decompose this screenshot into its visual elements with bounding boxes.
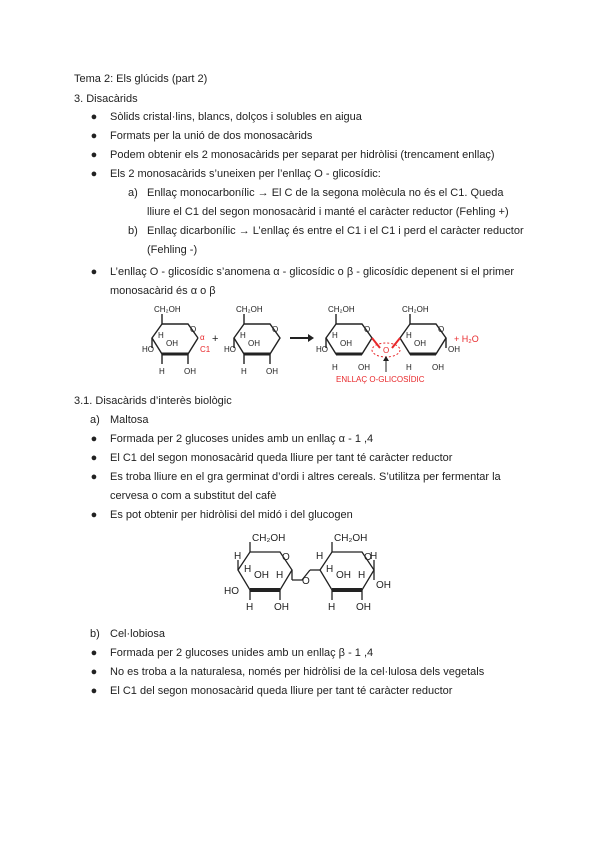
list-item: El C1 del segon monosacàrid queda lliure per tant té caràcter reductor	[110, 685, 453, 697]
list-item: Formada per 2 glucoses unides amb un enllaç β - 1 ,4	[110, 647, 374, 659]
ch2oh-label: CH₂OH	[252, 533, 286, 544]
h-label: H	[316, 551, 324, 562]
plus-sign: +	[212, 333, 219, 345]
h-label: H	[276, 570, 284, 581]
h-label: H	[358, 570, 366, 581]
page-title: Tema 2: Els glúcids (part 2)	[74, 73, 208, 85]
oh-label: OH	[340, 339, 352, 348]
list-item-line: cervesa o com a substitut del cafè	[110, 490, 277, 502]
sublist-label: b)	[90, 628, 100, 640]
h-label: H	[406, 363, 412, 372]
arrow-head-icon	[308, 334, 314, 342]
bullet-icon: ●	[90, 168, 98, 180]
glycosidic-bond-reaction-diagram	[140, 302, 500, 386]
ring-oxygen-label: O	[272, 325, 279, 334]
oh-label: OH	[358, 363, 370, 372]
oh-label: OH	[274, 602, 289, 612]
sublist-item-line: Enllaç monocarbonílic → El C de la segona molècula no és el C1. Queda	[147, 187, 504, 199]
bullet-icon: ●	[90, 149, 98, 161]
list-item: Sòlids cristal·lins, blancs, dolços i solubles en aigua	[110, 111, 362, 123]
oh-label: OH	[266, 367, 278, 376]
bullet-icon: ●	[90, 130, 98, 142]
list-item-line: Es troba lliure en el gra germinat d’ordi i altres cereals. S’utilitza per fermentar la	[110, 471, 501, 483]
disaccharide-name: Cel·lobiosa	[110, 628, 166, 640]
h-label: H	[332, 331, 338, 340]
list-item: No es troba a la naturalesa, només per hidròlisi de la cel·lulosa dels vegetals	[110, 666, 485, 678]
oh-label: OH	[166, 339, 178, 348]
h-label: H	[158, 331, 164, 340]
oh-label: OH	[254, 570, 269, 581]
list-item: Podem obtenir els 2 monosacàrids per separat per hidròlisi (trencament enllaç)	[110, 149, 495, 161]
bridge-oxygen-label: O	[302, 576, 310, 587]
ring-oxygen-label: O	[364, 325, 371, 334]
disaccharide-name: Maltosa	[110, 414, 149, 426]
ho-label: HO	[224, 586, 239, 597]
ch2oh-label: CH₂OH	[334, 533, 368, 544]
h-label: H	[328, 602, 336, 612]
h-label: H	[241, 367, 247, 376]
bridge-oxygen-label: O	[383, 346, 390, 355]
h-label: H	[240, 331, 246, 340]
section-heading: 3.1. Disacàrids d’interès biològic	[74, 395, 232, 407]
sublist-label: a)	[90, 414, 100, 426]
bullet-icon: ●	[90, 433, 98, 445]
h-label: H	[234, 551, 242, 562]
list-item-line: L’enllaç O - glicosídic s’anomena α - glicosídic o β - glicosídic depenent si el primer	[110, 266, 514, 278]
h-label: H	[370, 551, 378, 562]
bullet-icon: ●	[90, 471, 98, 483]
sublist-label: a)	[128, 187, 138, 199]
bullet-icon: ●	[90, 111, 98, 123]
oh-label: OH	[376, 580, 391, 591]
ch2oh-label: CH₂OH	[236, 305, 263, 314]
sublist-item-line: (Fehling -)	[147, 244, 198, 256]
ring-oxygen-label: O	[190, 325, 197, 334]
list-item: Formats per la unió de dos monosacàrids	[110, 130, 313, 142]
oh-label: OH	[356, 602, 371, 612]
h-label: H	[326, 564, 334, 575]
bullet-icon: ●	[90, 647, 98, 659]
ch2oh-label: CH₂OH	[328, 305, 355, 314]
oh-label: OH	[248, 339, 260, 348]
oh-label: OH	[448, 345, 460, 354]
ch2oh-label: CH₂OH	[402, 305, 429, 314]
figure-caption: ENLLAÇ O-GLICOSÍDIC	[336, 375, 425, 384]
bullet-icon: ●	[90, 666, 98, 678]
oh-label: OH	[336, 570, 351, 581]
maltose-structure-diagram	[222, 530, 412, 612]
ring-oxygen-label: O	[438, 325, 445, 334]
list-item: Formada per 2 glucoses unides amb un enllaç α - 1 ,4	[110, 433, 374, 445]
sublist-item-line: Enllaç dicarbonílic → L’enllaç és entre el C1 i el C1 i perd el caràcter reductor	[147, 225, 524, 237]
list-item: Els 2 monosacàrids s’uneixen per l’enllaç O - glicosídic:	[110, 168, 381, 180]
list-item-line: monosacàrid és α o β	[110, 285, 216, 297]
ring-oxygen-label: O	[282, 552, 290, 563]
bullet-icon: ●	[90, 509, 98, 521]
section-heading: 3. Disacàrids	[74, 93, 138, 105]
oh-label: OH	[432, 363, 444, 372]
ho-label: HO	[142, 345, 154, 354]
oh-label: OH	[184, 367, 196, 376]
c1-label: C1	[200, 345, 211, 354]
sublist-label: b)	[128, 225, 138, 237]
water-label: + H₂O	[454, 334, 479, 344]
h-label: H	[244, 564, 252, 575]
sublist-item-line: lliure el C1 del segon monosacàrid i manté el caràcter reductor (Fehling +)	[147, 206, 509, 218]
ho-label: HO	[316, 345, 328, 354]
bullet-icon: ●	[90, 452, 98, 464]
bullet-icon: ●	[90, 266, 98, 278]
ring-oxygen-label: O	[364, 552, 372, 563]
list-item: Es pot obtenir per hidròlisi del midó i del glucogen	[110, 509, 353, 521]
ho-label: HO	[224, 345, 236, 354]
list-item: El C1 del segon monosacàrid queda lliure per tant té caràcter reductor	[110, 452, 453, 464]
h-label: H	[332, 363, 338, 372]
oh-label: OH	[414, 339, 426, 348]
h-label: H	[246, 602, 254, 612]
bullet-icon: ●	[90, 685, 98, 697]
h-label: H	[159, 367, 165, 376]
ch2oh-label: CH₂OH	[154, 305, 181, 314]
alpha-label: α	[200, 333, 205, 342]
h-label: H	[406, 331, 412, 340]
